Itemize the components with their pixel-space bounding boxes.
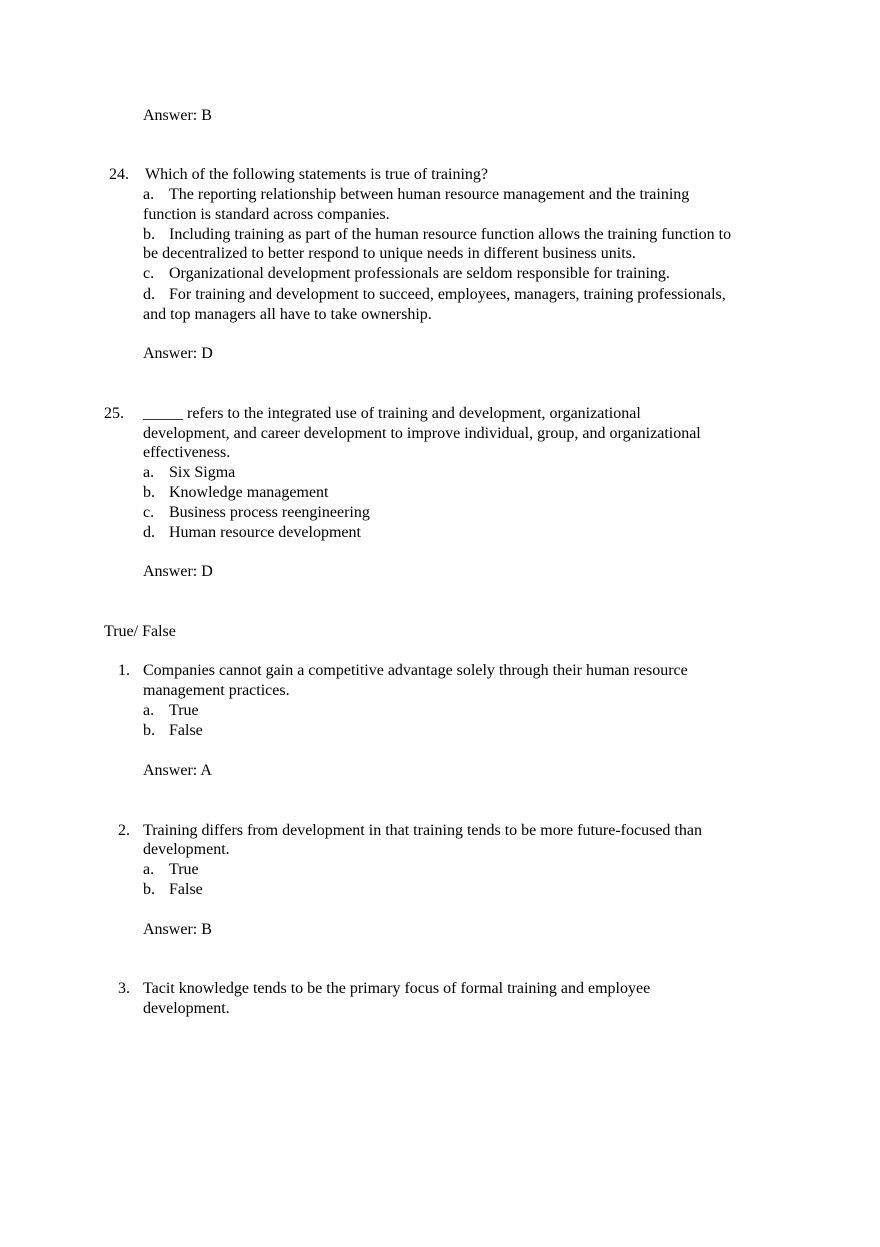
option-text-continued: be decentralized to better respond to unique needs in different business units.: [143, 245, 636, 262]
option-c: [143, 503, 370, 523]
option-text: Organizational development professionals are seldom responsible for training.: [169, 265, 670, 282]
option-text: Business process reengineering: [169, 504, 370, 521]
question-text: Training differs from development in that training tends to be more future-focused than: [143, 822, 702, 839]
option-d: [143, 523, 361, 543]
answer-text: Answer: B: [143, 921, 212, 938]
question-text-continued: management practices.: [143, 682, 290, 699]
question-text-continued: development.: [143, 841, 230, 858]
option-text: Human resource development: [169, 524, 361, 541]
option-text: False: [169, 722, 203, 739]
option-letter: a.: [143, 702, 155, 719]
option-text: False: [169, 881, 203, 898]
option-text-continued: and top managers all have to take ownership.: [143, 306, 432, 323]
question-number: 25.: [104, 405, 124, 422]
answer-text: Answer: A: [143, 762, 212, 779]
answer-text: Answer: B: [143, 107, 212, 124]
question-number: 24.: [109, 166, 129, 183]
option-letter: a.: [143, 861, 155, 878]
option-a: [143, 701, 199, 721]
question-text-continued: development, and career development to improve individual, group, and organizational: [143, 425, 701, 442]
option-text: Six Sigma: [169, 464, 236, 481]
option-b: [143, 483, 329, 503]
answer-text: Answer: D: [143, 345, 213, 362]
question-text: _____ refers to the integrated use of training and development, organizational: [143, 405, 641, 422]
option-text: True: [169, 861, 199, 878]
question-number: 3.: [118, 980, 130, 997]
question-text-continued: effectiveness.: [143, 444, 231, 461]
option-d: [143, 285, 726, 305]
question-text: Which of the following statements is true of training?: [145, 166, 489, 183]
option-text: True: [169, 702, 199, 719]
option-letter: c.: [143, 504, 155, 521]
option-a: [143, 463, 235, 483]
option-letter: b.: [143, 722, 155, 739]
question-text-continued: development.: [143, 1000, 230, 1017]
option-a: [143, 185, 689, 205]
section-heading: True/ False: [104, 623, 176, 640]
option-text: Knowledge management: [169, 484, 329, 501]
option-text: For training and development to succeed, employees, managers, training professionals,: [169, 286, 726, 303]
option-letter: d.: [143, 286, 155, 303]
option-letter: c.: [143, 265, 155, 282]
answer-text: Answer: D: [143, 563, 213, 580]
option-letter: a.: [143, 186, 155, 203]
question-text: Companies cannot gain a competitive advantage solely through their human resource: [143, 662, 688, 679]
option-b: [143, 880, 203, 900]
option-letter: d.: [143, 524, 155, 541]
option-c: [143, 264, 670, 284]
option-text: Including training as part of the human resource function allows the training function to: [169, 226, 732, 243]
option-letter: b.: [143, 881, 155, 898]
question-number: 1.: [118, 662, 130, 679]
option-a: [143, 860, 199, 880]
option-letter: a.: [143, 464, 155, 481]
option-letter: b.: [143, 226, 155, 243]
question-text: Tacit knowledge tends to be the primary focus of formal training and employee: [143, 980, 651, 997]
option-b: [143, 225, 731, 245]
option-b: [143, 721, 203, 741]
question-number: 2.: [118, 822, 130, 839]
option-text: The reporting relationship between human resource management and the training: [169, 186, 690, 203]
option-letter: b.: [143, 484, 155, 501]
option-text-continued: function is standard across companies.: [143, 206, 390, 223]
